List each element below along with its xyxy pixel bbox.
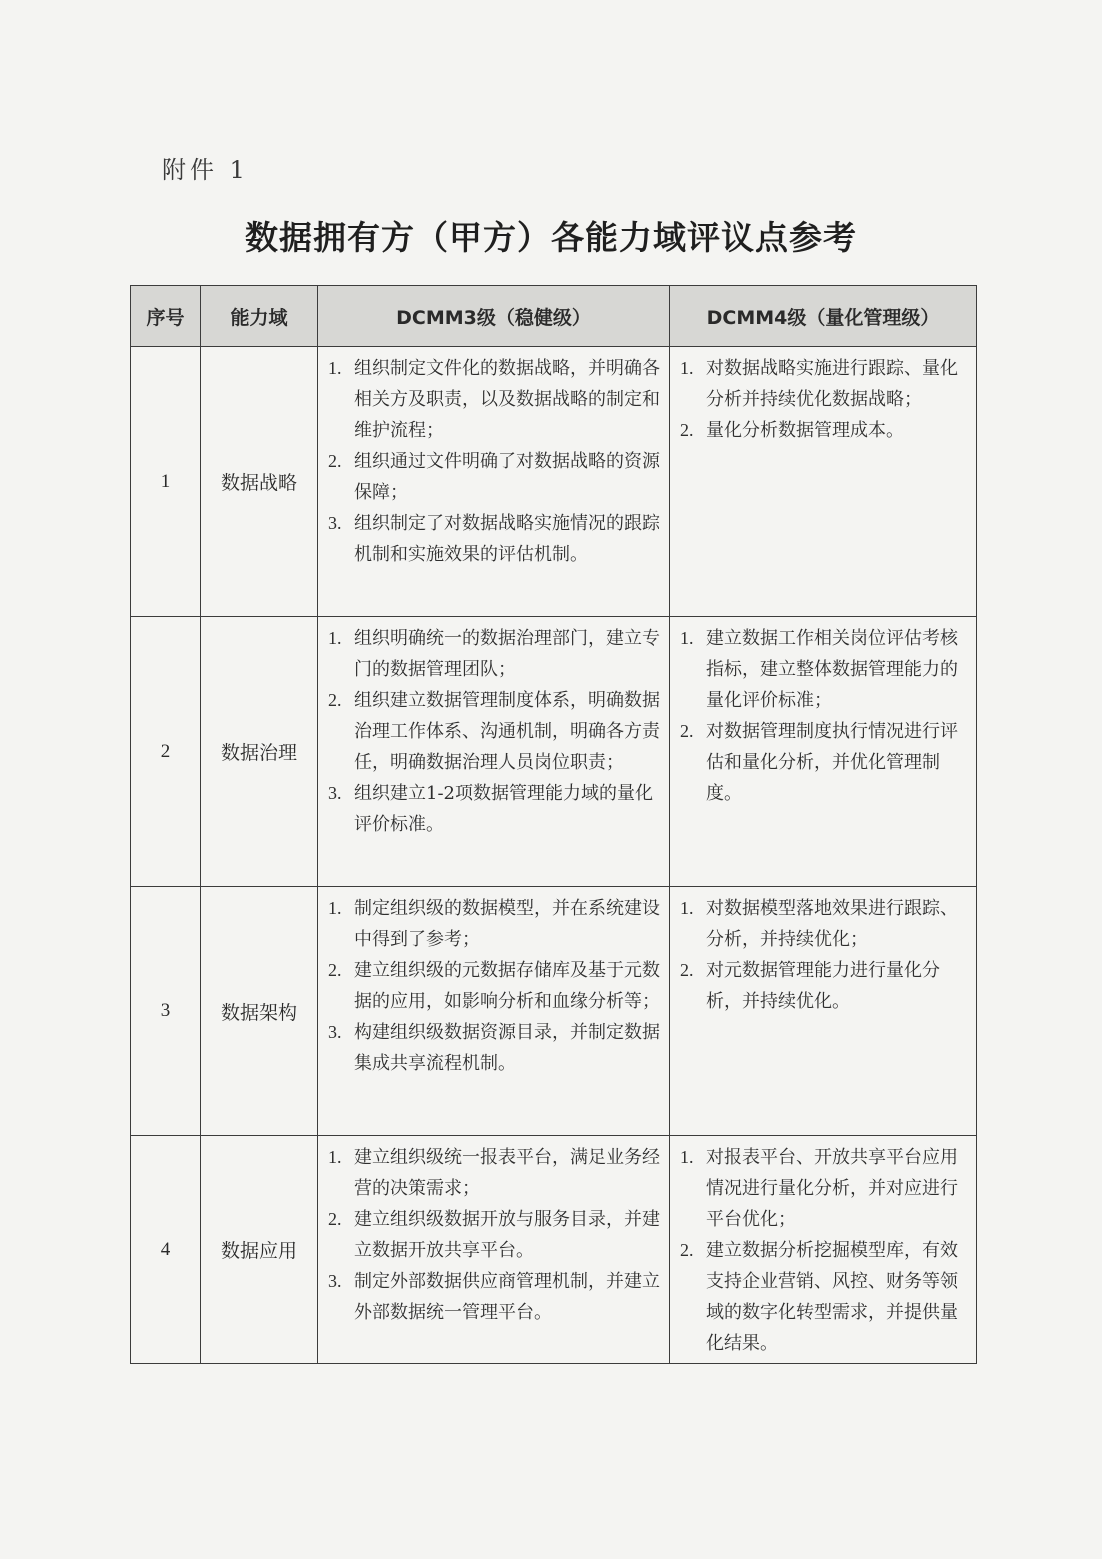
list-item-text: 建立数据分析挖掘模型库，有效支持企业营销、风控、财务等领域的数字化转型需求，并提供量化结果。 <box>706 1240 958 1354</box>
row-domain: 数据战略 <box>201 347 318 617</box>
list-item <box>328 1204 663 1266</box>
dcmm4-cell <box>670 617 977 887</box>
list-item <box>328 778 663 840</box>
requirement-list <box>328 353 663 570</box>
list-item-number: 3. <box>328 1271 342 1291</box>
table-row <box>131 887 977 1136</box>
list-item <box>328 893 663 955</box>
list-item <box>680 1235 970 1359</box>
table-row <box>131 617 977 887</box>
list-item-number: 2. <box>328 1209 342 1229</box>
list-item <box>680 1142 970 1235</box>
list-item-text: 组织建立1-2项数据管理能力域的量化评价标准。 <box>354 783 653 835</box>
list-item-number: 3. <box>328 783 342 803</box>
list-item-text: 建立组织级的元数据存储库及基于元数据的应用，如影响分析和血缘分析等； <box>354 960 660 1012</box>
row-domain: 数据治理 <box>201 617 318 887</box>
list-item-number: 1. <box>680 1147 694 1167</box>
list-item <box>680 415 970 446</box>
requirement-list <box>328 1142 663 1328</box>
list-item-number: 2. <box>680 1240 694 1260</box>
table-header-row <box>131 286 977 347</box>
requirement-list <box>680 893 970 1017</box>
list-item-number: 2. <box>680 960 694 980</box>
table-row <box>131 347 977 617</box>
list-item <box>328 1266 663 1328</box>
list-item-number: 1. <box>328 898 342 918</box>
dcmm3-cell <box>318 617 670 887</box>
list-item <box>328 508 663 570</box>
list-item-text: 对数据模型落地效果进行跟踪、分析，并持续优化； <box>706 898 958 950</box>
list-item-number: 1. <box>680 358 694 378</box>
list-item <box>328 353 663 446</box>
dcmm3-cell <box>318 1136 670 1364</box>
list-item <box>680 353 970 415</box>
list-item-number: 1. <box>680 898 694 918</box>
header-domain: 能力域 <box>201 286 318 347</box>
row-seq: 3 <box>131 887 201 1136</box>
list-item-text: 制定外部数据供应商管理机制，并建立外部数据统一管理平台。 <box>354 1271 660 1323</box>
dcmm3-cell <box>318 887 670 1136</box>
requirement-list <box>328 623 663 840</box>
list-item-text: 构建组织级数据资源目录，并制定数据集成共享流程机制。 <box>354 1022 660 1074</box>
row-seq: 2 <box>131 617 201 887</box>
row-domain: 数据架构 <box>201 887 318 1136</box>
requirement-list <box>680 623 970 809</box>
list-item-text: 对报表平台、开放共享平台应用情况进行量化分析，并对应进行平台优化； <box>706 1147 958 1230</box>
row-seq: 1 <box>131 347 201 617</box>
list-item <box>328 1142 663 1204</box>
list-item-text: 建立数据工作相关岗位评估考核指标，建立整体数据管理能力的量化评价标准； <box>706 628 958 711</box>
header-dcmm3: DCMM3级（稳健级） <box>318 286 670 347</box>
dcmm4-cell <box>670 887 977 1136</box>
list-item-number: 2. <box>680 721 694 741</box>
list-item-number: 3. <box>328 1022 342 1042</box>
list-item-text: 对元数据管理能力进行量化分析，并持续优化。 <box>706 960 940 1012</box>
attachment-label: 附件 1 <box>162 156 249 184</box>
list-item-text: 组织建立数据管理制度体系，明确数据治理工作体系、沟通机制，明确各方责任，明确数据治理人员岗位职责； <box>354 690 660 773</box>
list-item-number: 1. <box>328 358 342 378</box>
capability-table <box>130 285 977 1364</box>
list-item <box>680 955 970 1017</box>
row-seq: 4 <box>131 1136 201 1364</box>
list-item-text: 组织通过文件明确了对数据战略的资源保障； <box>354 451 660 503</box>
table-row <box>131 1136 977 1364</box>
list-item-number: 2. <box>328 690 342 710</box>
dcmm4-cell <box>670 347 977 617</box>
list-item <box>680 623 970 716</box>
list-item <box>328 955 663 1017</box>
list-item-number: 1. <box>680 628 694 648</box>
list-item-number: 3. <box>328 513 342 533</box>
list-item <box>680 716 970 809</box>
requirement-list <box>680 1142 970 1359</box>
list-item <box>680 893 970 955</box>
list-item-text: 对数据管理制度执行情况进行评估和量化分析，并优化管理制度。 <box>706 721 958 804</box>
row-domain: 数据应用 <box>201 1136 318 1364</box>
requirement-list <box>328 893 663 1079</box>
list-item-text: 建立组织级数据开放与服务目录，并建立数据开放共享平台。 <box>354 1209 660 1261</box>
list-item <box>328 446 663 508</box>
list-item-number: 2. <box>328 960 342 980</box>
requirement-list <box>680 353 970 446</box>
list-item <box>328 1017 663 1079</box>
header-seq: 序号 <box>131 286 201 347</box>
dcmm3-cell <box>318 347 670 617</box>
list-item-text: 建立组织级统一报表平台，满足业务经营的决策需求； <box>354 1147 660 1199</box>
list-item-text: 组织明确统一的数据治理部门，建立专门的数据管理团队； <box>354 628 660 680</box>
list-item <box>328 685 663 778</box>
list-item-text: 组织制定文件化的数据战略，并明确各相关方及职责，以及数据战略的制定和维护流程； <box>354 358 660 441</box>
list-item-text: 对数据战略实施进行跟踪、量化分析并持续优化数据战略； <box>706 358 958 410</box>
list-item-text: 组织制定了对数据战略实施情况的跟踪机制和实施效果的评估机制。 <box>354 513 660 565</box>
list-item-number: 2. <box>328 451 342 471</box>
list-item-text: 制定组织级的数据模型，并在系统建设中得到了参考； <box>354 898 660 950</box>
dcmm4-cell <box>670 1136 977 1364</box>
list-item-number: 1. <box>328 1147 342 1167</box>
list-item <box>328 623 663 685</box>
list-item-text: 量化分析数据管理成本。 <box>706 420 904 441</box>
list-item-number: 2. <box>680 420 694 440</box>
header-dcmm4: DCMM4级（量化管理级） <box>670 286 977 347</box>
list-item-number: 1. <box>328 628 342 648</box>
document-title: 数据拥有方（甲方）各能力域评议点参考 <box>245 218 857 257</box>
